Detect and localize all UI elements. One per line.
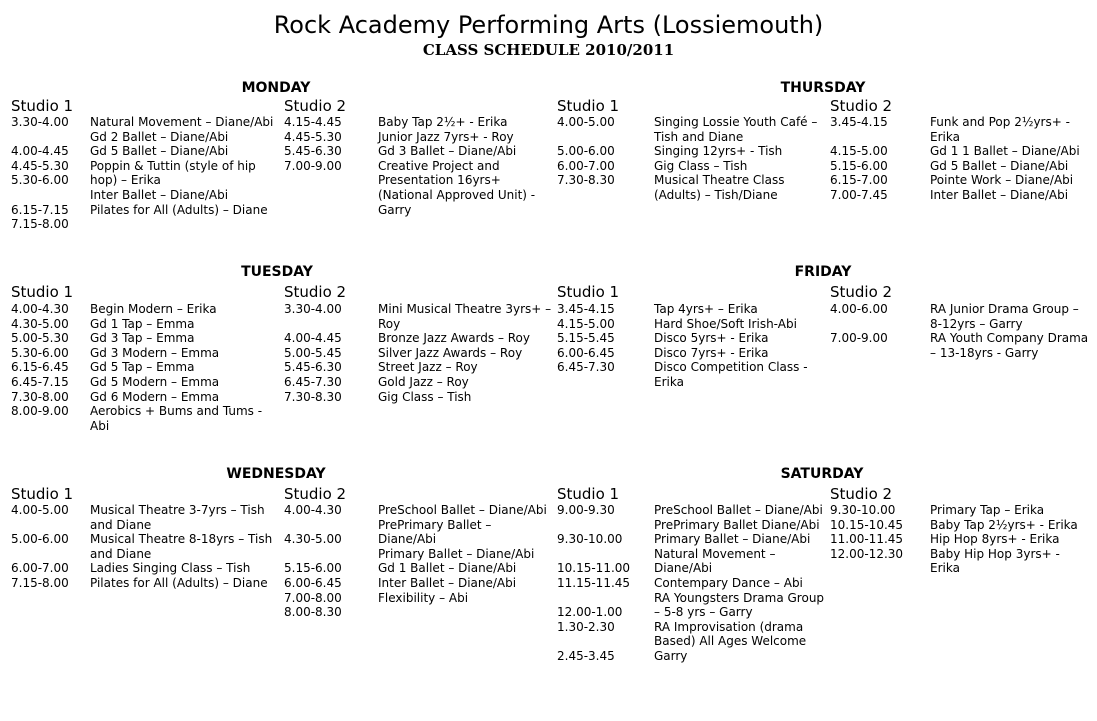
class-time: 6.00-6.45 — [284, 575, 342, 590]
class-time — [557, 591, 647, 606]
class-name: Gd 5 Tap – Emma — [90, 360, 195, 375]
class-time: 6.15-6.45 — [11, 360, 69, 375]
class-name: Gd 3 Tap – Emma — [90, 331, 195, 346]
wednesday-studio-1-classes — [90, 503, 275, 591]
class-name: Natural Movement – Diane/Abi — [654, 546, 776, 576]
class-name: Musical Theatre Class (Adults) – Tish/Diane — [654, 173, 785, 202]
class-name: Poppin & Tuttin (style of hip hop) – Erika — [90, 158, 256, 188]
class-time: 10.15-11.00 — [557, 561, 631, 576]
studio-2-label: Studio 2 — [284, 485, 347, 503]
saturday-studio-2-classes — [930, 503, 1090, 576]
class-name: Singing 12yrs+ - Tish — [654, 144, 783, 159]
class-name: Contempary Dance – Abi — [654, 575, 803, 590]
class-name: PrePrimary Ballet Diane/Abi — [654, 517, 820, 532]
class-name: RA Improvisation (drama Based) All Ages Welcome Garry — [654, 619, 807, 663]
class-name: Gd 2 Ballet – Diane/Abi — [90, 129, 229, 144]
class-name: PreSchool Ballet – Diane/Abi — [654, 503, 823, 517]
class-time — [830, 317, 925, 332]
class-time: 4.45-5.30 — [11, 158, 69, 173]
class-name: Baby Tap 2½+ - Erika — [378, 115, 508, 129]
class-time: 4.00-5.00 — [557, 115, 615, 129]
monday-studio-2-times — [284, 115, 372, 173]
class-time: 7.00-7.45 — [830, 187, 888, 202]
class-time: 6.00-7.00 — [11, 561, 69, 576]
class-time: 4.00-6.00 — [830, 302, 888, 316]
day-heading-tuesday: TUESDAY — [241, 264, 313, 280]
wednesday-studio-2-classes — [378, 503, 553, 605]
tuesday-studio-2-times — [284, 302, 372, 404]
studio-1-label: Studio 1 — [557, 97, 620, 115]
class-name: Gig Class – Tish — [378, 389, 472, 404]
class-time: 9.30-10.00 — [830, 503, 896, 517]
day-heading-thursday: THURSDAY — [780, 80, 866, 96]
class-name: Flexibility – Abi — [378, 590, 469, 605]
class-name: RA Junior Drama Group – 8-12yrs – Garry — [930, 302, 1079, 331]
friday-studio-1-classes — [654, 302, 826, 390]
class-time: 5.00-5.30 — [11, 331, 69, 346]
class-name: Gd 5 Ballet – Diane/Abi — [930, 158, 1069, 173]
class-name: Gd 5 Ballet – Diane/Abi — [90, 144, 229, 159]
studio-2-label: Studio 2 — [830, 485, 893, 503]
class-name: Pilates for All (Adults) – Diane — [90, 202, 268, 217]
studio-2-label: Studio 2 — [830, 283, 893, 301]
day-heading-wednesday: WEDNESDAY — [226, 466, 326, 482]
class-time: 9.00-9.30 — [557, 503, 615, 517]
class-time: 6.15-7.00 — [830, 173, 888, 188]
day-heading-friday: FRIDAY — [794, 264, 852, 280]
class-time: 6.45-7.15 — [11, 374, 69, 389]
class-name: Disco Competition Class - Erika — [654, 360, 808, 389]
class-time: 10.15-10.45 — [830, 517, 904, 532]
class-time — [557, 547, 647, 562]
class-time: 7.30-8.00 — [11, 389, 69, 404]
class-name: Disco 7yrs+ - Erika — [654, 345, 769, 360]
class-name: Gold Jazz – Roy — [378, 374, 469, 389]
class-time: 4.00-5.00 — [11, 503, 69, 517]
class-name: Hard Shoe/Soft Irish-Abi — [654, 316, 797, 331]
class-time: 5.45-6.30 — [284, 144, 342, 159]
class-name: Musical Theatre 8-18yrs – Tish and Diane — [90, 532, 273, 561]
wednesday-studio-1-times — [11, 503, 86, 591]
class-time — [11, 518, 86, 533]
class-time: 7.15-8.00 — [11, 575, 69, 590]
class-time: 4.15-5.00 — [830, 144, 888, 159]
class-time: 4.30-5.00 — [284, 532, 342, 547]
class-name: Aerobics + Bums and Tums - Abi — [90, 404, 263, 433]
studio-1-label: Studio 1 — [11, 97, 74, 115]
class-name: Gd 3 Ballet – Diane/Abi — [378, 144, 517, 159]
day-heading-saturday: SATURDAY — [780, 466, 864, 482]
class-time: 6.00-7.00 — [557, 158, 615, 173]
class-time: 4.30-5.00 — [11, 316, 69, 331]
thursday-studio-2-classes — [930, 115, 1090, 203]
monday-studio-1-classes — [90, 115, 275, 217]
page-subtitle: CLASS SCHEDULE 2010/2011 — [422, 41, 675, 59]
thursday-studio-1-times — [557, 115, 647, 188]
class-time: 3.45-4.15 — [557, 302, 615, 316]
thursday-studio-2-times — [830, 115, 925, 203]
class-time: 5.30-6.00 — [11, 173, 69, 188]
saturday-studio-2-times — [830, 503, 925, 561]
class-time: 4.00-4.45 — [11, 144, 69, 159]
class-name: Tap 4yrs+ – Erika — [654, 302, 758, 316]
class-time: 6.15-7.15 — [11, 202, 69, 217]
class-name: Begin Modern – Erika — [90, 302, 217, 316]
saturday-studio-1-classes — [654, 503, 826, 664]
class-time: 5.15-6.00 — [284, 561, 342, 576]
class-time: 7.00-9.00 — [830, 331, 888, 346]
class-time: 4.00-4.45 — [284, 331, 342, 346]
wednesday-studio-2-times — [284, 503, 372, 620]
class-name: Gd 5 Modern – Emma — [90, 374, 220, 389]
class-time: 5.15-6.00 — [830, 158, 888, 173]
monday-studio-2-classes — [378, 115, 553, 217]
class-name: Baby Tap 2½yrs+ - Erika — [930, 517, 1078, 532]
class-name: Inter Ballet – Diane/Abi — [90, 187, 229, 202]
class-name: Gd 1 Ballet – Diane/Abi — [378, 561, 517, 576]
class-name: Mini Musical Theatre 3yrs+ – Roy — [378, 302, 552, 331]
class-time: 5.30-6.00 — [11, 345, 69, 360]
class-name: Singing Lossie Youth Café – Tish and Diane — [654, 115, 818, 144]
class-name: RA Youngsters Drama Group – 5-8 yrs – Garry — [654, 590, 825, 620]
class-name: Natural Movement – Diane/Abi — [90, 115, 274, 129]
class-time: 4.45-5.30 — [284, 129, 342, 144]
class-time: 4.15-4.45 — [284, 115, 342, 129]
class-name: Gd 3 Modern – Emma — [90, 345, 220, 360]
tuesday-studio-1-classes — [90, 302, 275, 433]
friday-studio-2-times — [830, 302, 925, 346]
class-time: 7.00-8.00 — [284, 590, 342, 605]
studio-2-label: Studio 2 — [830, 97, 893, 115]
class-name: Gd 1 Tap – Emma — [90, 316, 195, 331]
class-time — [11, 130, 86, 145]
saturday-studio-1-times — [557, 503, 647, 664]
class-time: 4.15-5.00 — [557, 316, 615, 331]
class-time — [11, 188, 86, 203]
class-name: Street Jazz – Roy — [378, 360, 478, 375]
studio-1-label: Studio 1 — [11, 485, 74, 503]
class-time: 11.00-11.45 — [830, 532, 904, 547]
class-name: Primary Ballet – Diane/Abi — [654, 532, 811, 547]
studio-1-label: Studio 1 — [557, 283, 620, 301]
class-time: 2.45-3.45 — [557, 648, 615, 663]
studio-1-label: Studio 1 — [11, 283, 74, 301]
class-name: Bronze Jazz Awards – Roy — [378, 331, 531, 346]
class-time: 1.30-2.30 — [557, 619, 615, 634]
class-name: Primary Tap – Erika — [930, 503, 1045, 517]
class-time: 5.00-6.00 — [11, 532, 69, 547]
class-time — [830, 130, 925, 145]
class-name: Pointe Work – Diane/Abi — [930, 173, 1074, 188]
class-name: Silver Jazz Awards – Roy — [378, 345, 523, 360]
tuesday-studio-2-classes — [378, 302, 553, 404]
class-time: 8.00-8.30 — [284, 605, 342, 620]
monday-studio-1-times — [11, 115, 86, 232]
class-time: 3.30-4.00 — [11, 115, 69, 129]
class-time — [557, 518, 647, 533]
class-time: 5.00-5.45 — [284, 345, 342, 360]
class-time: 5.00-6.00 — [557, 144, 615, 159]
class-name: Primary Ballet – Diane/Abi — [378, 546, 535, 561]
class-name: RA Youth Company Drama – 13-18yrs - Garry — [930, 331, 1089, 360]
class-time: 5.15-5.45 — [557, 331, 615, 346]
class-name: PreSchool Ballet – Diane/Abi — [378, 503, 547, 517]
class-name: Musical Theatre 3-7yrs – Tish and Diane — [90, 503, 265, 532]
class-time: 12.00-12.30 — [830, 546, 904, 561]
class-time — [11, 547, 86, 562]
tuesday-studio-1-times — [11, 302, 86, 419]
class-time — [557, 130, 647, 145]
class-name: PrePrimary Ballet – Diane/Abi — [378, 517, 492, 547]
day-heading-monday: MONDAY — [241, 80, 311, 96]
class-name: Junior Jazz 7yrs+ - Roy — [378, 129, 514, 144]
class-name: Disco 5yrs+ - Erika — [654, 331, 769, 346]
class-time: 4.00-4.30 — [11, 302, 69, 316]
class-name: Pilates for All (Adults) – Diane — [90, 575, 268, 590]
class-name: Creative Project and Presentation 16yrs+ (National Approved Unit) - Garry — [378, 158, 536, 217]
friday-studio-2-classes — [930, 302, 1090, 360]
class-name: Baby Hip Hop 3yrs+ - Erika — [930, 546, 1060, 576]
studio-2-label: Studio 2 — [284, 97, 347, 115]
class-time: 8.00-9.00 — [11, 404, 69, 419]
class-time: 9.30-10.00 — [557, 532, 623, 547]
page-title: Rock Academy Performing Arts (Lossiemouth) — [273, 11, 824, 39]
studio-2-label: Studio 2 — [284, 283, 347, 301]
friday-studio-1-times — [557, 302, 647, 375]
class-name: Funk and Pop 2½yrs+ - Erika — [930, 115, 1070, 144]
class-name: Inter Ballet – Diane/Abi — [378, 575, 517, 590]
class-time: 6.45-7.30 — [284, 374, 342, 389]
class-time — [284, 317, 372, 332]
thursday-studio-1-classes — [654, 115, 826, 203]
studio-1-label: Studio 1 — [557, 485, 620, 503]
class-time: 5.45-6.30 — [284, 360, 342, 375]
class-time: 7.00-9.00 — [284, 158, 342, 173]
class-name: Gig Class – Tish — [654, 158, 748, 173]
class-time: 3.30-4.00 — [284, 302, 342, 316]
class-name: Gd 1 1 Ballet – Diane/Abi — [930, 144, 1080, 159]
class-time: 7.30-8.30 — [557, 173, 615, 188]
class-time: 4.00-4.30 — [284, 503, 342, 517]
class-name: Ladies Singing Class – Tish — [90, 561, 251, 576]
class-name: Inter Ballet – Diane/Abi — [930, 187, 1069, 202]
class-time: 7.15-8.00 — [11, 217, 69, 232]
class-name: Gd 6 Modern – Emma — [90, 389, 220, 404]
class-time — [284, 547, 372, 562]
class-time: 7.30-8.30 — [284, 389, 342, 404]
class-time: 6.45-7.30 — [557, 360, 615, 375]
class-time: 3.45-4.15 — [830, 115, 888, 129]
class-time: 12.00-1.00 — [557, 605, 623, 620]
class-time — [284, 518, 372, 533]
class-time: 6.00-6.45 — [557, 345, 615, 360]
class-time: 11.15-11.45 — [557, 575, 631, 590]
class-name: Hip Hop 8yrs+ - Erika — [930, 532, 1060, 547]
class-time — [557, 634, 647, 649]
